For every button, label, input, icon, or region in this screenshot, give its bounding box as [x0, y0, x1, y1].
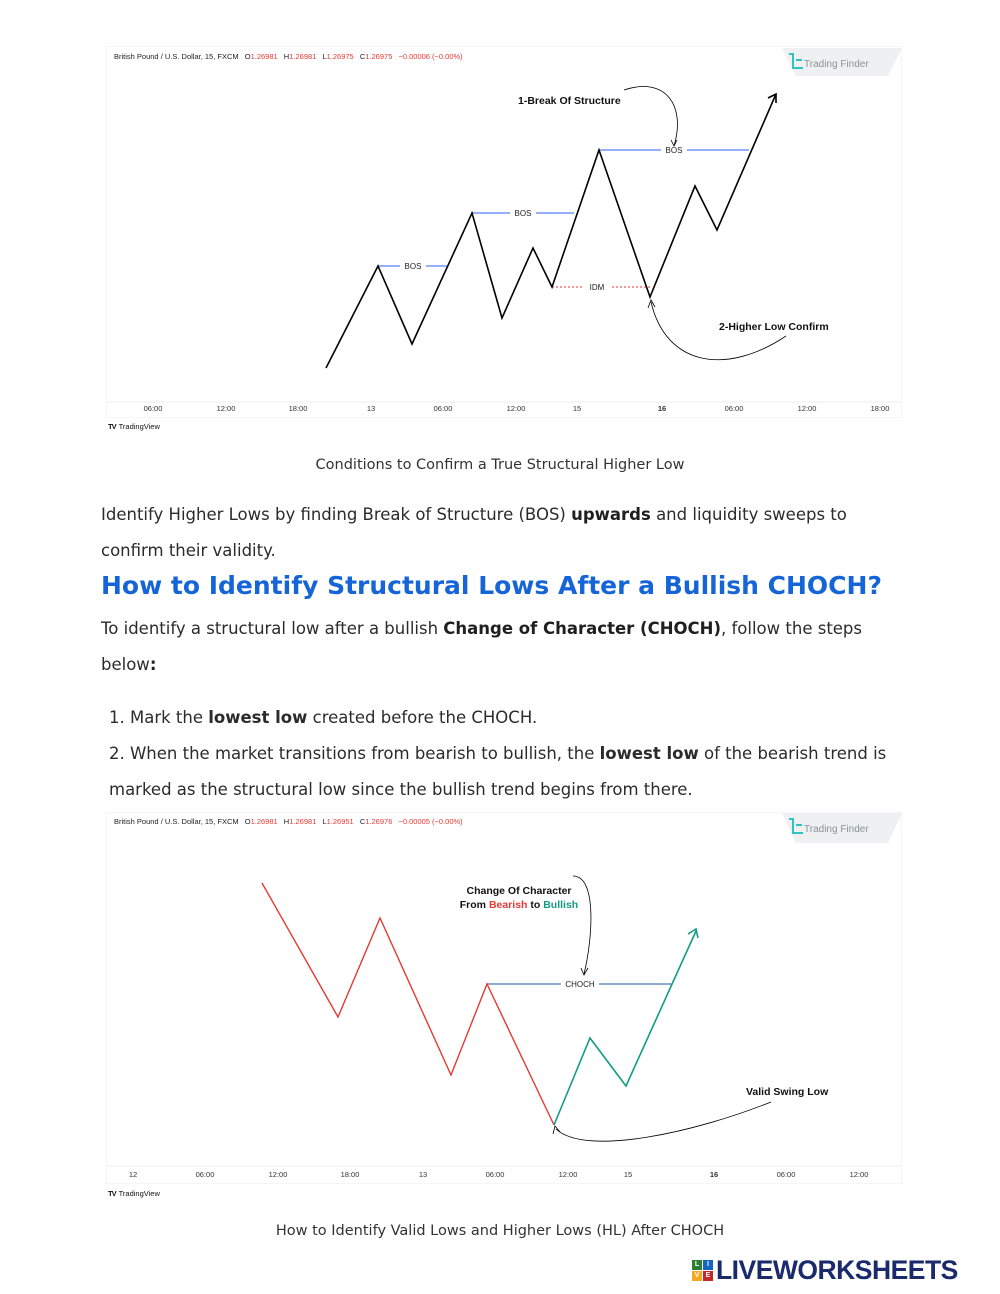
x-tick: 12:00 [558, 1170, 578, 1179]
x-tick: 06:00 [195, 1170, 215, 1179]
x-tick: 12:00 [268, 1170, 288, 1179]
bos-label-1: BOS [404, 262, 422, 271]
x-tick: 15 [623, 1170, 633, 1179]
chart2-canvas [106, 812, 902, 1184]
tradingview-watermark: TV TradingView [108, 1189, 160, 1198]
chart1-ohlc: British Pound / U.S. Dollar, 15, FXCM O1.26981 H1.26981 L1.26975 C1.26975 −0.00006 (−0.00%) [114, 52, 463, 61]
idm-label: IDM [589, 283, 605, 292]
x-tick: 06:00 [485, 1170, 505, 1179]
x-tick: 06:00 [143, 404, 163, 413]
tradingview-watermark: TV TradingView [108, 422, 160, 431]
x-tick: 12:00 [216, 404, 236, 413]
chart-change-of-character [106, 812, 902, 1184]
trading-finder-logo [782, 813, 902, 843]
trading-finder-label: Trading Finder [804, 59, 869, 70]
x-tick: 13 [366, 404, 376, 413]
list-item: 1. Mark the lowest low created before the CHOCH. [109, 708, 538, 727]
trading-finder-label: Trading Finder [804, 824, 869, 835]
x-tick: 12:00 [506, 404, 526, 413]
x-tick: 12:00 [797, 404, 817, 413]
bos-label-2: BOS [514, 209, 532, 218]
liveworksheets-icon: L I V E [692, 1260, 713, 1281]
x-tick: 18:00 [870, 404, 890, 413]
annotation-break-of-structure: 1-Break Of Structure [518, 95, 621, 107]
trading-finder-logo [782, 48, 902, 76]
chart2-ohlc: British Pound / U.S. Dollar, 15, FXCM O1.26981 H1.26981 L1.26951 C1.26976 −0.00005 (−0.00%) [114, 817, 463, 826]
choch-label: CHOCH [565, 980, 595, 989]
annotation-choch-direction: From Bearish to Bullish [459, 899, 579, 911]
chart1-canvas [106, 46, 902, 418]
paragraph-higher-lows: Identify Higher Lows by finding Break of Structure (BOS) upwards and liquidity sweeps to confirm their validity. [101, 505, 847, 560]
caption-chart1: Conditions to Confirm a True Structural Higher Low [315, 457, 685, 473]
annotation-higher-low: 2-Higher Low Confirm [719, 321, 829, 333]
caption-chart2: How to Identify Valid Lows and Higher Lows (HL) After CHOCH [275, 1223, 725, 1239]
tradingview-icon: TV [108, 422, 116, 431]
annotation-valid-swing-low: Valid Swing Low [746, 1086, 829, 1098]
liveworksheets-wordmark: LIVEWORKSHEETS [716, 1254, 958, 1285]
x-tick: 16 [709, 1170, 719, 1179]
annotation-choch-title: Change Of Character [466, 885, 572, 897]
liveworksheets-logo[interactable] [692, 1256, 958, 1284]
tradingview-icon: TV [108, 1189, 116, 1198]
x-tick: 15 [572, 404, 582, 413]
bos-label-3: BOS [665, 146, 683, 155]
x-tick: 13 [418, 1170, 428, 1179]
x-tick: 12 [128, 1170, 138, 1179]
x-tick: 12:00 [849, 1170, 869, 1179]
x-tick: 18:00 [340, 1170, 360, 1179]
x-tick: 06:00 [433, 404, 453, 413]
x-tick: 06:00 [776, 1170, 796, 1179]
steps-list [109, 700, 899, 808]
x-tick: 16 [657, 404, 667, 413]
list-item: 2. When the market transitions from bearish to bullish, the lowest low of the bearish trend is marked as the structural low since the bullish trend begins from there. [109, 744, 887, 799]
chart-break-of-structure [106, 46, 902, 418]
section-heading: How to Identify Structural Lows After a Bullish CHOCH? [101, 571, 882, 600]
x-tick: 18:00 [288, 404, 308, 413]
paragraph-choch-intro: To identify a structural low after a bullish Change of Character (CHOCH), follow the steps below: [101, 619, 863, 674]
x-tick: 06:00 [724, 404, 744, 413]
